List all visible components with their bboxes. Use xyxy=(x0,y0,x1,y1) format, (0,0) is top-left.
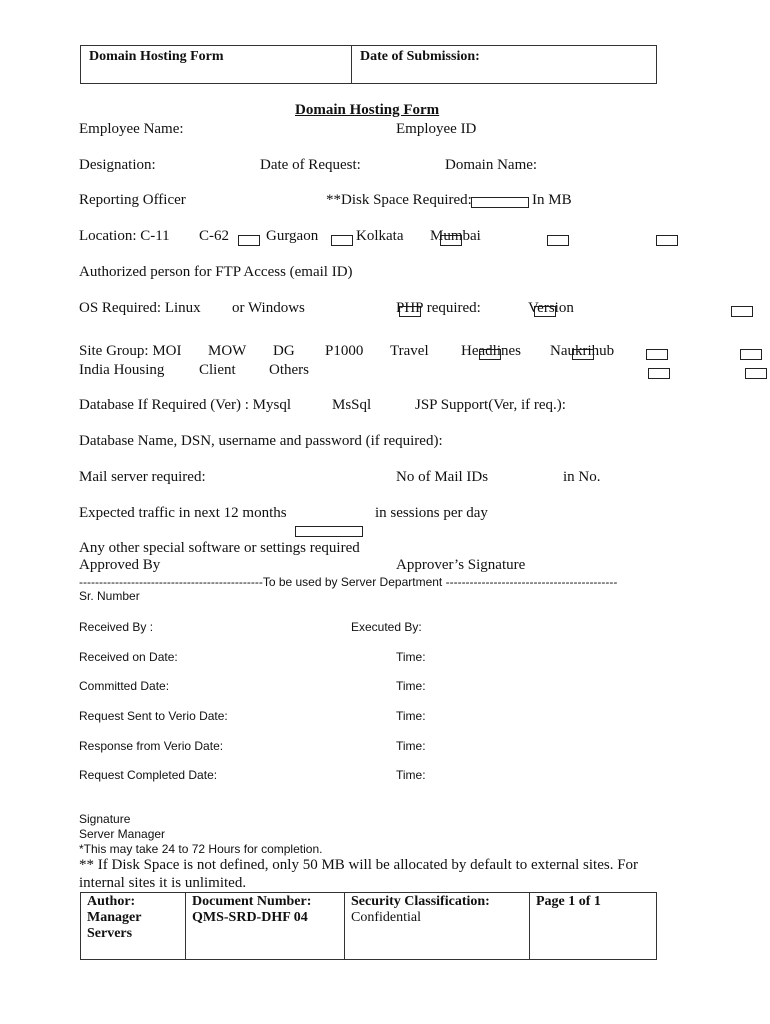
request-completed-label: Request Completed Date: xyxy=(79,768,218,782)
site-group-client-label: Client xyxy=(199,362,236,378)
footer-security-cell xyxy=(345,893,530,960)
received-on-date-label: Received on Date: xyxy=(79,650,178,664)
sessions-per-day-label: in sessions per day xyxy=(375,505,488,521)
disk-space-label: **Disk Space Required: xyxy=(326,192,472,208)
location-c11-checkbox[interactable] xyxy=(238,235,260,246)
site-group-india-housing-checkbox[interactable] xyxy=(648,368,670,379)
mail-ids-label: No of Mail IDs xyxy=(396,469,489,485)
approver-signature-label: Approver’s Signature xyxy=(396,557,526,573)
response-time-label: Time: xyxy=(396,739,426,753)
footer-table xyxy=(80,892,657,960)
location-kolkata-label: Kolkata xyxy=(356,228,404,244)
disk-space-note-line2: internal sites it is unlimited. xyxy=(79,875,247,891)
in-mb-label: In MB xyxy=(532,192,572,208)
reporting-officer-label: Reporting Officer xyxy=(79,192,186,208)
site-group-mow-label: MOW xyxy=(208,343,247,359)
ftp-access-label: Authorized person for FTP Access (email ID) xyxy=(79,264,353,280)
received-by-label: Received By : xyxy=(79,620,154,634)
request-sent-verio-label: Request Sent to Verio Date: xyxy=(79,709,228,723)
footer-page-cell xyxy=(530,893,657,960)
disk-space-field[interactable] xyxy=(471,197,529,208)
location-kolkata-checkbox[interactable] xyxy=(547,235,569,246)
location-gurgaon-label: Gurgaon xyxy=(266,228,319,244)
signature-label: Signature xyxy=(79,812,131,826)
mail-ids-unit-label: in No. xyxy=(563,469,601,485)
header-form-name: Domain Hosting Form xyxy=(81,46,352,84)
footer-doc-number-value: QMS-SRD-DHF 04 xyxy=(192,910,308,925)
designation-label: Designation: xyxy=(79,157,156,173)
footer-security-value: Confidential xyxy=(351,910,421,925)
database-mssql-label: MsSql xyxy=(332,397,372,413)
location-label: Location: C-11 xyxy=(79,228,170,244)
footer-page-number: Page 1 of 1 xyxy=(536,894,601,909)
employee-name-label: Employee Name: xyxy=(79,121,184,137)
footer-author-cell xyxy=(81,893,186,960)
server-department-divider: ----------------------------------------------To be used by Server Department ------------------------------------------- xyxy=(79,575,618,589)
site-group-client-checkbox[interactable] xyxy=(745,368,767,379)
site-group-india-housing-label: India Housing xyxy=(79,362,165,378)
expected-traffic-label: Expected traffic in next 12 months xyxy=(79,505,287,521)
os-required-label: OS Required: Linux xyxy=(79,300,201,316)
footer-doc-number-label: Document Number: xyxy=(192,894,312,909)
site-group-dg-label: DG xyxy=(273,343,295,359)
location-c62-checkbox[interactable] xyxy=(331,235,353,246)
footer-author-value-1: Manager xyxy=(87,910,142,925)
header-date-of-submission: Date of Submission: xyxy=(352,46,657,84)
disk-space-note-line1: ** If Disk Space is not defined, only 50 MB will be allocated by default to external sites. For xyxy=(79,857,639,873)
location-mumbai-label: Mumbai xyxy=(430,228,481,244)
completed-time-label: Time: xyxy=(396,768,426,782)
site-group-p1000-label: P1000 xyxy=(325,343,364,359)
site-group-naukrihub-label: Naukrihub xyxy=(550,343,615,359)
site-group-travel-label: Travel xyxy=(390,343,429,359)
database-label: Database If Required (Ver) : Mysql xyxy=(79,397,292,413)
site-group-dg-checkbox[interactable] xyxy=(646,349,668,360)
approved-by-label: Approved By xyxy=(79,557,161,573)
expected-traffic-field[interactable] xyxy=(295,526,363,537)
site-group-headlines-label: Headlines xyxy=(461,343,521,359)
mail-server-label: Mail server required: xyxy=(79,469,206,485)
footer-doc-number-cell xyxy=(186,893,345,960)
server-manager-label: Server Manager xyxy=(79,827,166,841)
employee-id-label: Employee ID xyxy=(396,121,477,137)
date-of-request-label: Date of Request: xyxy=(260,157,361,173)
os-windows-label: or Windows xyxy=(232,300,305,316)
site-group-label: Site Group: MOI xyxy=(79,343,182,359)
committed-date-label: Committed Date: xyxy=(79,679,170,693)
domain-name-label: Domain Name: xyxy=(445,157,538,173)
location-mumbai-checkbox[interactable] xyxy=(656,235,678,246)
header-table xyxy=(80,45,657,84)
sr-number-label: Sr. Number xyxy=(79,589,140,603)
footer-author-value-2: Servers xyxy=(87,926,133,941)
response-verio-label: Response from Verio Date: xyxy=(79,739,224,753)
executed-by-label: Executed By: xyxy=(351,620,422,634)
jsp-support-label: JSP Support(Ver, if req.): xyxy=(415,397,566,413)
php-version-label: Version xyxy=(528,300,574,316)
request-sent-time-label: Time: xyxy=(396,709,426,723)
location-c62-label: C-62 xyxy=(199,228,229,244)
committed-time-label: Time: xyxy=(396,679,426,693)
database-details-label: Database Name, DSN, username and password (if required): xyxy=(79,433,443,449)
php-required-checkbox[interactable] xyxy=(731,306,753,317)
php-required-label: PHP required: xyxy=(396,300,481,316)
other-software-label: Any other special software or settings required xyxy=(79,540,360,556)
form-title: Domain Hosting Form xyxy=(295,102,440,118)
received-time-label: Time: xyxy=(396,650,426,664)
footer-security-label: Security Classification: xyxy=(351,894,490,909)
completion-time-note: *This may take 24 to 72 Hours for completion. xyxy=(79,842,323,856)
footer-author-label: Author: xyxy=(87,894,136,909)
site-group-p1000-checkbox[interactable] xyxy=(740,349,762,360)
site-group-others-label: Others xyxy=(269,362,309,378)
